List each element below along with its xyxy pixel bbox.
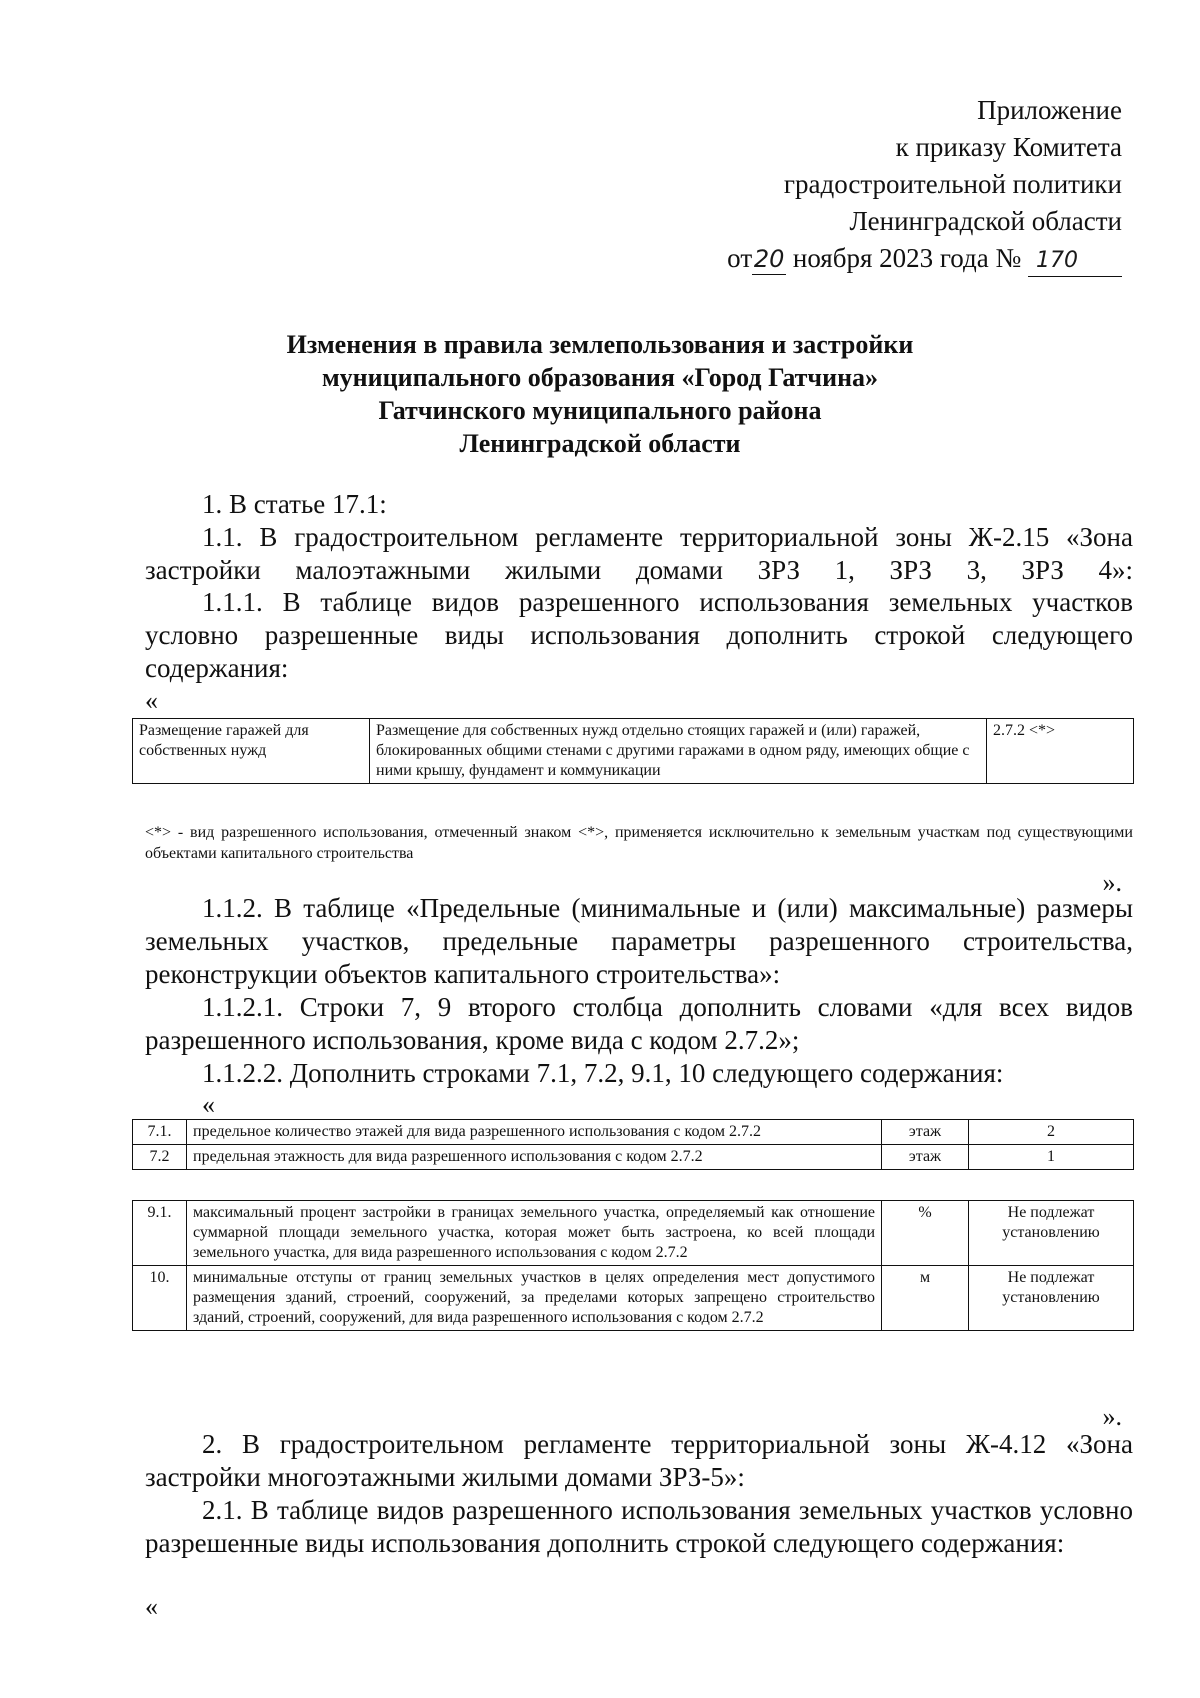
paragraph-2-1: 2.1. В таблице видов разрешенного использования земельных участков условно разрешенные виды использования дополнить строкой следующего содержания: bbox=[145, 1495, 1133, 1558]
appendix-line: Ленинградской области bbox=[849, 206, 1122, 236]
handwritten-order-number: 170 bbox=[1028, 246, 1122, 277]
parameter-cell: максимальный процент застройки в границах земельного участка, определяемый как отношение суммарной площади земельного участка, которая может быть застроена, ко всей площади земельного участка, для вида разрешенного использования с кодом 2.7.2 bbox=[187, 1201, 882, 1266]
table-row bbox=[133, 719, 1134, 784]
paragraph-1: 1. В статье 17.1: bbox=[202, 489, 387, 519]
paragraph-1-1-2: 1.1.2. В таблице «Предельные (минимальные и (или) максимальные) размеры земельных участков, предельные параметры разрешенного строительства, реконструкции объектов капитального строительства»: bbox=[145, 893, 1133, 989]
row-number-cell: 7.1. bbox=[133, 1120, 187, 1145]
appendix-line: Приложение bbox=[977, 95, 1122, 125]
close-quote: ». bbox=[1102, 868, 1122, 897]
appendix-header bbox=[727, 92, 1122, 277]
use-description-cell: Размещение для собственных нужд отдельно стоящих гаражей и (или) гаражей, блокированных общими стенами с другими гаражами в одном ряду, имеющих общие с ними крышу, фундамент и коммуникации bbox=[370, 719, 987, 784]
title-line: муниципального образования «Город Гатчина» bbox=[321, 363, 879, 392]
value-cell: 2 bbox=[969, 1120, 1134, 1145]
table-row bbox=[133, 1201, 1134, 1266]
table-row bbox=[133, 1120, 1134, 1145]
appendix-line: градостроительной политики bbox=[783, 169, 1122, 199]
title-line: Гатчинского муниципального района bbox=[378, 396, 822, 425]
date-prefix: от bbox=[727, 243, 753, 273]
parameters-table-b bbox=[132, 1200, 1134, 1331]
parameter-cell: предельная этажность для вида разрешенного использования с кодом 2.7.2 bbox=[187, 1145, 882, 1170]
open-quote-2: « bbox=[202, 1090, 215, 1119]
row-number-cell: 9.1. bbox=[133, 1201, 187, 1266]
parameter-cell: минимальные отступы от границ земельных участков в целях определения мест допустимого размещения зданий, строений, сооружений, за пределами которых запрещено строительство зданий, строений, сооружений, для вида разрешенного использования с кодом 2.7.2 bbox=[187, 1266, 882, 1331]
parameters-table-a bbox=[132, 1119, 1134, 1170]
paragraph-1-1-2-1: 1.1.2.1. Строки 7, 9 второго столбца дополнить словами «для всех видов разрешенного использования, кроме вида с кодом 2.7.2»; bbox=[145, 992, 1133, 1055]
unit-cell: этаж bbox=[882, 1120, 969, 1145]
paragraph-1-1-2-2: 1.1.2.2. Дополнить строками 7.1, 7.2, 9.1, 10 следующего содержания: bbox=[202, 1058, 1004, 1088]
title-line: Изменения в правила землепользования и застройки bbox=[286, 330, 914, 359]
appendix-line: к приказу Комитета bbox=[895, 132, 1122, 162]
open-quote: « bbox=[145, 686, 158, 715]
order-date-line bbox=[727, 240, 1122, 277]
handwritten-day: 20 bbox=[753, 245, 785, 273]
paragraph-1-1-1: 1.1.1. В таблице видов разрешенного использования земельных участков условно разрешенные виды использования дополнить строкой следующего содержания: bbox=[145, 587, 1133, 683]
title-line: Ленинградской области bbox=[459, 429, 741, 458]
paragraph-1-1: 1.1. В градостроительном регламенте территориальной зоны Ж-2.15 «Зона застройки малоэтажными жилыми домами ЗРЗ 1, ЗРЗ 3, ЗРЗ 4»: bbox=[145, 522, 1133, 585]
open-quote-3: « bbox=[145, 1592, 158, 1621]
document-title bbox=[130, 328, 1070, 460]
value-cell: Не подлежат установлению bbox=[969, 1201, 1134, 1266]
permitted-use-table bbox=[132, 718, 1134, 784]
value-cell: 1 bbox=[969, 1145, 1134, 1170]
unit-cell: % bbox=[882, 1201, 969, 1266]
date-middle: ноября 2023 года № bbox=[792, 243, 1022, 273]
use-code-cell: 2.7.2 <*> bbox=[987, 719, 1134, 784]
table-row bbox=[133, 1266, 1134, 1331]
footnote: <*> - вид разрешенного использования, отмеченный знаком <*>, применяется исключительно к земельным участкам под существующими объектами капитального строительства bbox=[145, 824, 1133, 862]
use-name-cell: Размещение гаражей для собственных нужд bbox=[133, 719, 370, 784]
parameter-cell: предельное количество этажей для вида разрешенного использования с кодом 2.7.2 bbox=[187, 1120, 882, 1145]
unit-cell: этаж bbox=[882, 1145, 969, 1170]
value-cell: Не подлежат установлению bbox=[969, 1266, 1134, 1331]
close-quote-2: ». bbox=[1102, 1402, 1122, 1431]
row-number-cell: 7.2 bbox=[133, 1145, 187, 1170]
unit-cell: м bbox=[882, 1266, 969, 1331]
table-row bbox=[133, 1145, 1134, 1170]
row-number-cell: 10. bbox=[133, 1266, 187, 1331]
paragraph-2: 2. В градостроительном регламенте территориальной зоны Ж-4.12 «Зона застройки многоэтажными жилыми домами ЗРЗ-5»: bbox=[145, 1429, 1133, 1492]
